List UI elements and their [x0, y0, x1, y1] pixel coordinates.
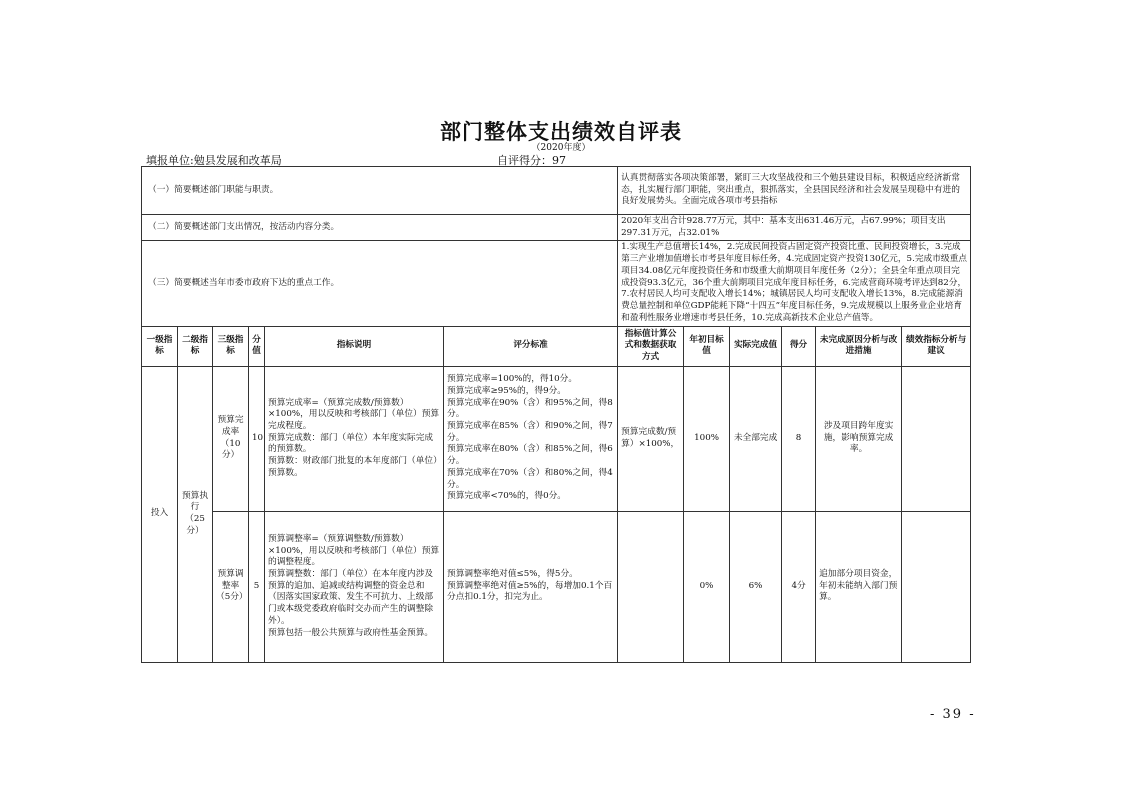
header-target: 年初目标值 [684, 326, 730, 366]
evaluation-table [141, 166, 971, 663]
advice-cell [902, 366, 971, 511]
summary-text-expenditure: 2020年支出合计928.77万元，其中：基本支出631.46万元，占67.99%；项目支出297.31万元，占32.01% [618, 215, 971, 241]
summary-label-duties: （一）简要概述部门职能与职责。 [142, 167, 618, 215]
header-level2: 二级指标 [178, 326, 213, 366]
target-cell: 100% [684, 366, 730, 511]
score-cell: 4分 [782, 511, 816, 662]
actual-cell: 6% [730, 511, 782, 662]
description-cell: 预算调整率=（预算调整数/预算数）×100%，用以反映和考核部门（单位）预算的调整程度。 预算调整数：部门（单位）在本年度内涉及预算的追加、追减或结构调整的资金总和（因落实国家政策、发生不可抗力、上级部门或本级党委政府临时交办而产生的调整除外）。 预算包括一般公共预算与政府性基金预算。 [265, 511, 444, 662]
header-reason: 未完成原因分析与改进措施 [816, 326, 902, 366]
header-formula: 指标值计算公式和数据获取方式 [618, 326, 684, 366]
page-title: 部门整体支出绩效自评表 [440, 120, 682, 144]
summary-row-duties [142, 167, 971, 215]
standard-cell: 预算调整率绝对值≤5%，得5分。 预算调整率绝对值≥5%的，每增加0.1个百分点扣0.1分，扣完为止。 [444, 511, 618, 662]
formula-cell [618, 511, 684, 662]
level3-cell: 预算完成率（10分） [213, 366, 249, 511]
header-description: 指标说明 [265, 326, 444, 366]
weight-cell: 10 [249, 366, 265, 511]
target-cell: 0% [684, 511, 730, 662]
summary-row-key-work [142, 241, 971, 326]
reason-cell: 追加部分项目资金，年初未能纳入部门预算。 [816, 511, 902, 662]
description-cell: 预算完成率=（预算完成数/预算数）×100%，用以反映和考核部门（单位）预算完成程度。 预算完成数：部门（单位）本年度实际完成的预算数。 预算数：财政部门批复的本年度部门（单位）预算数。 [265, 366, 444, 511]
header-actual: 实际完成值 [730, 326, 782, 366]
score-cell: 8 [782, 366, 816, 511]
table-row [142, 511, 971, 662]
summary-text-duties: 认真贯彻落实各项决策部署，紧盯三大攻坚战役和三个勉县建设目标，积极适应经济新常态，扎实履行部门职能，突出重点，狠抓落实，全县国民经济和社会发展呈现稳中有进的良好发展势头。全面完成各项市考县指标 [618, 167, 971, 215]
reason-cell: 涉及项目跨年度实施，影响预算完成率。 [816, 366, 902, 511]
header-weight: 分值 [249, 326, 265, 366]
level1-cell: 投入 [142, 366, 178, 662]
advice-cell [902, 511, 971, 662]
table-row [142, 366, 971, 511]
summary-text-key-work: 1.实现生产总值增长14%，2.完成民间投资占固定资产投资比重、民间投资增长，3.完成第三产业增加值增长市考县年度目标任务，4.完成固定资产投资130亿元，5.完成市级重点项目34.08亿元年度投资任务和市级重大前期项目年度任务（2分）；全县全年重点项目完成投资93.3亿元，36个重大前期项目完成年度目标任务，6.完成营商环境考评达到82分，7.农村居民人均可支配收入增长14%；城镇居民人均可支配收入增长13%，8.完成能源消费总量控制和单位GDP能耗下降“十四五”年度目标任务，9.完成规模以上服务业企业培育和盈利性服务业增速市考县任务，10.完成高新技术企业总产值等。 [618, 241, 971, 326]
level2-cell: 预算执行（25分） [178, 366, 213, 662]
weight-cell: 5 [249, 511, 265, 662]
self-score: 自评得分：97 [497, 154, 566, 167]
header-score: 得分 [782, 326, 816, 366]
actual-cell: 未全部完成 [730, 366, 782, 511]
report-year: （2020年度） [531, 143, 591, 153]
fill-unit: 填报单位:勉县发展和改革局 [146, 154, 282, 167]
header-level3: 三级指标 [213, 326, 249, 366]
page-number: - 39 - [930, 707, 976, 722]
header-standard: 评分标准 [444, 326, 618, 366]
summary-row-expenditure [142, 215, 971, 241]
formula-cell: 预算完成数/预算）×100%， [618, 366, 684, 511]
header-advice: 绩效指标分析与建议 [902, 326, 971, 366]
standard-cell: 预算完成率=100%的，得10分。 预算完成率≥95%的，得9分。 预算完成率在90%（含）和95%之间，得8分。 预算完成率在85%（含）和90%之间，得7分。 预算完成率在80%（含）和85%之间，得6分。 预算完成率在70%（含）和80%之间，得4分。 预算完成率<70%的，得0分。 [444, 366, 618, 511]
summary-label-expenditure: （二）简要概述部门支出情况，按活动内容分类。 [142, 215, 618, 241]
table-header-row [142, 326, 971, 366]
header-level1: 一级指标 [142, 326, 178, 366]
summary-label-key-work: （三）简要概述当年市委市政府下达的重点工作。 [142, 241, 618, 326]
level3-cell: 预算调整率（5分） [213, 511, 249, 662]
